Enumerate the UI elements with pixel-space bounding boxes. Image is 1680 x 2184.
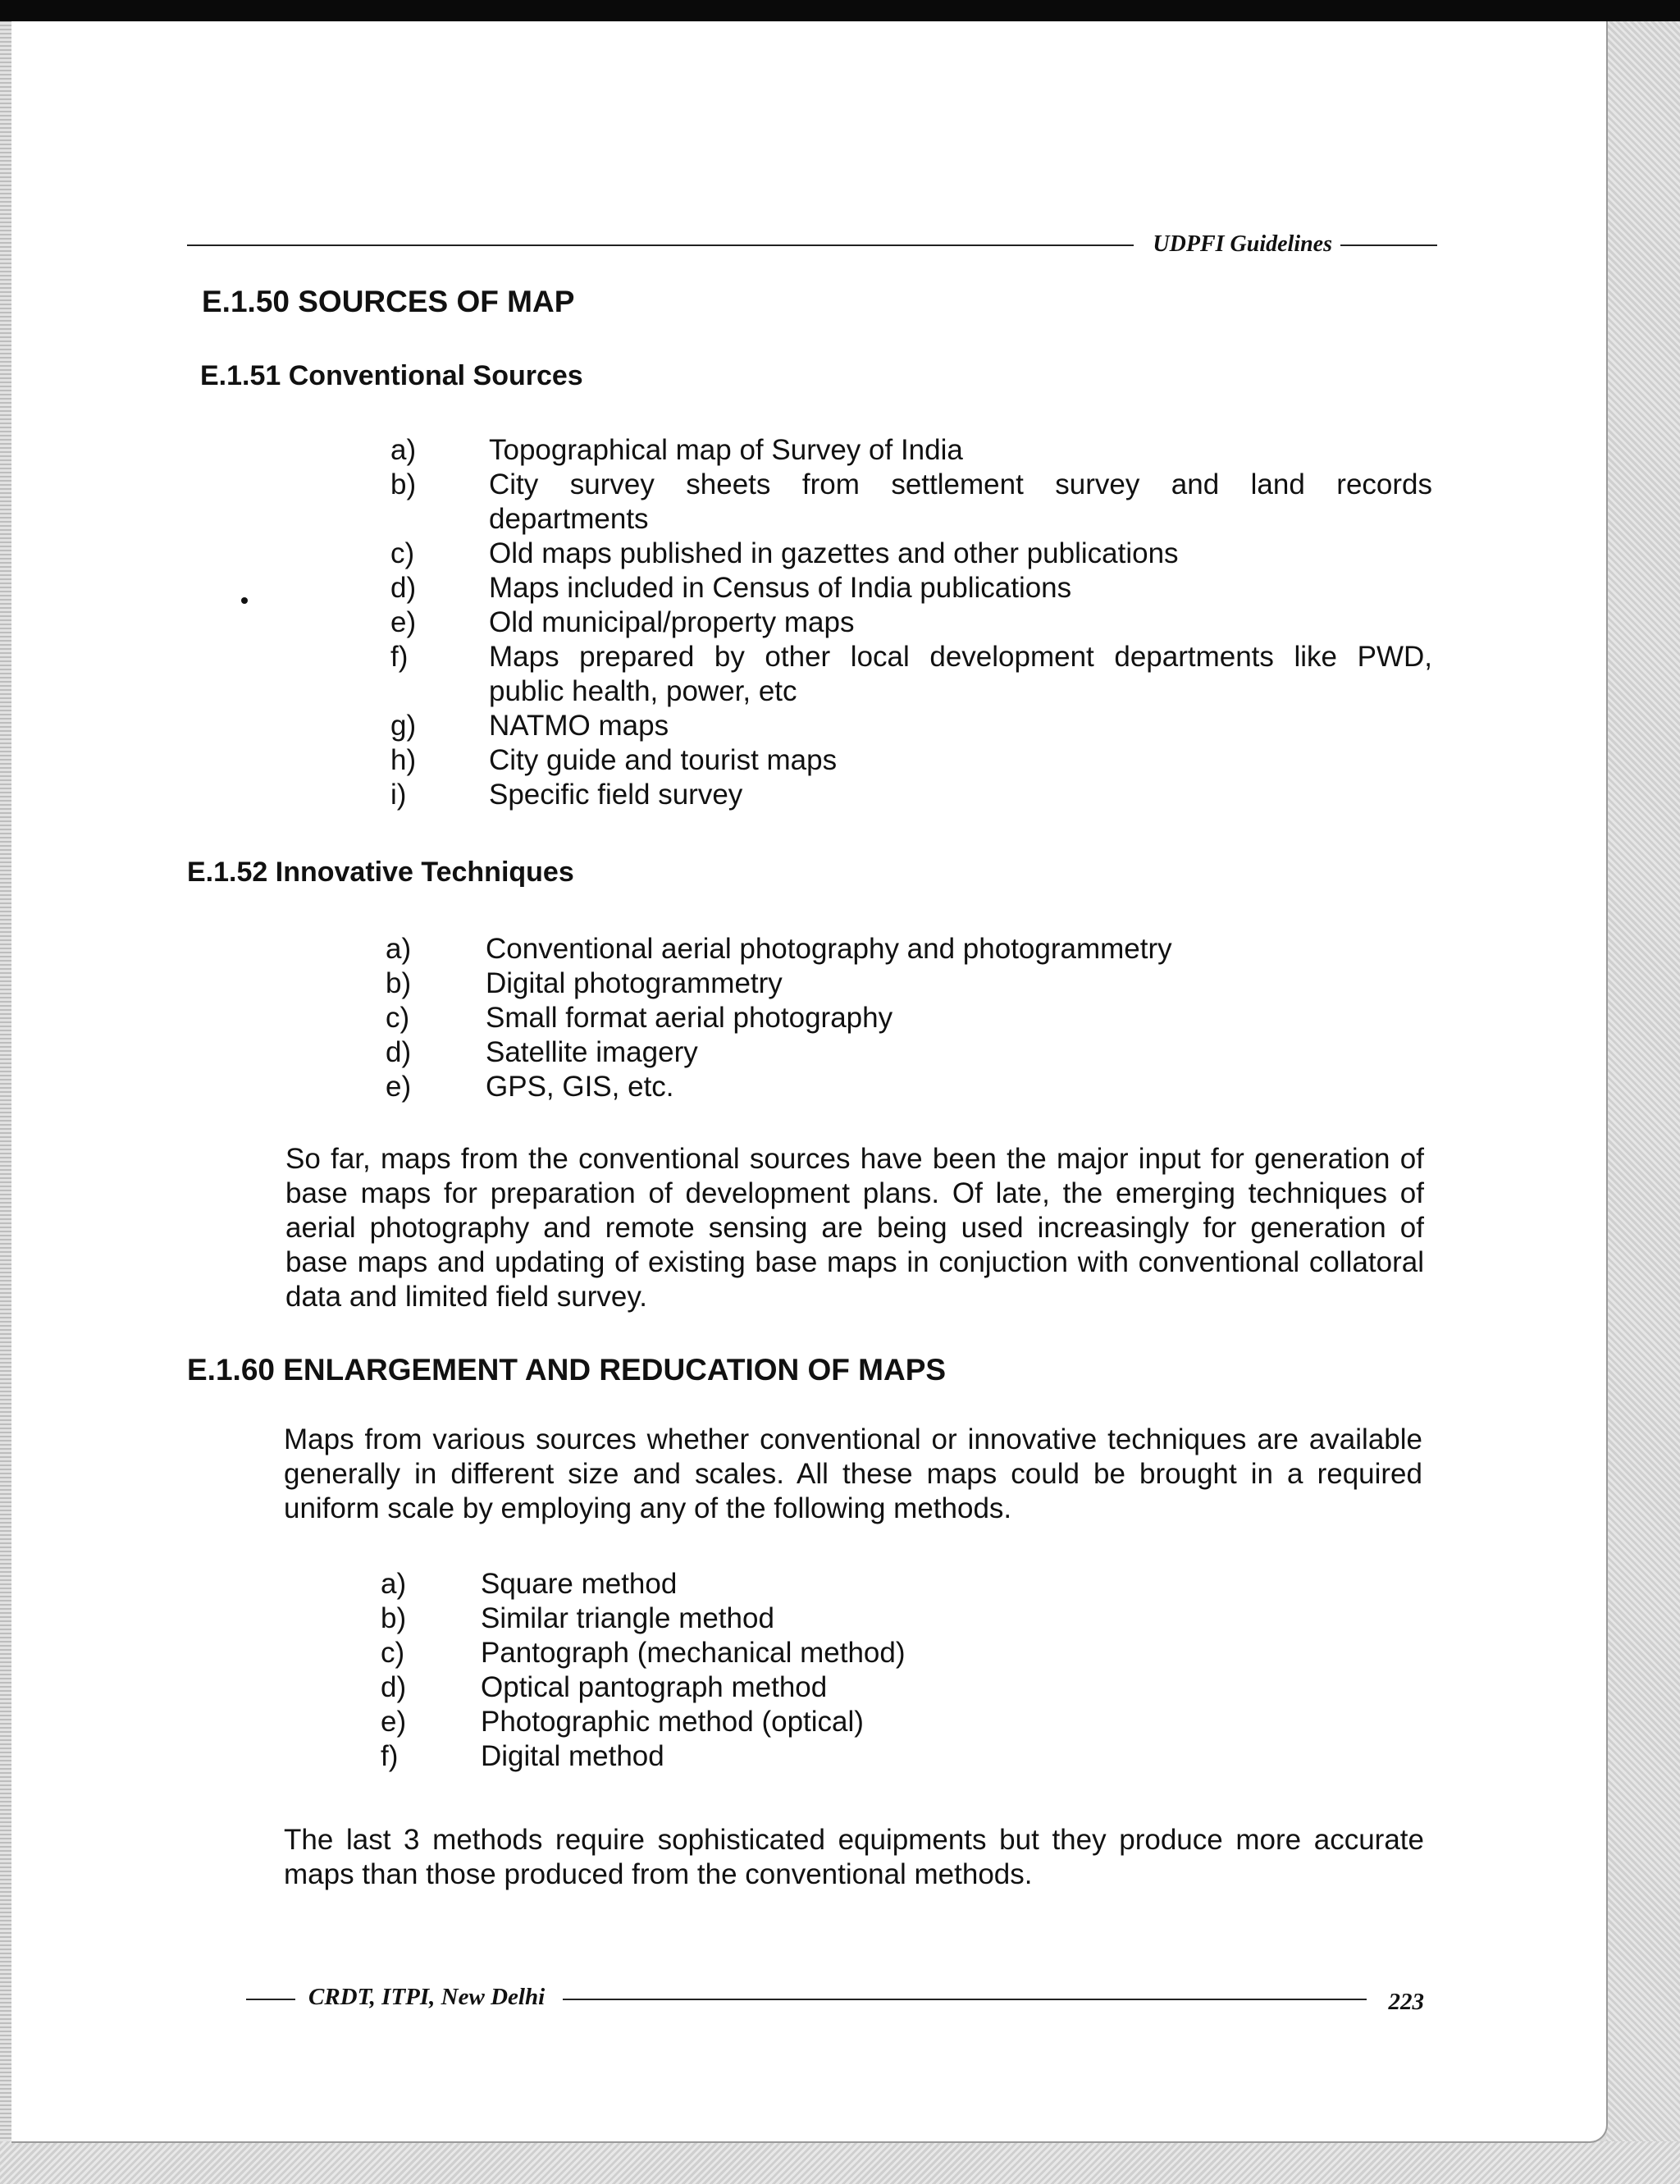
header-rule-end xyxy=(1340,244,1437,246)
list-item-text: Optical pantograph method xyxy=(481,1671,828,1703)
heading-e152: E.1.52 Innovative Techniques xyxy=(187,857,574,888)
list-item xyxy=(390,571,1432,605)
heading-e151: E.1.51 Conventional Sources xyxy=(200,360,583,391)
list-item-marker: c) xyxy=(386,1002,410,1034)
list-item-text: Maps prepared by other local development departments like PWD, xyxy=(489,641,1432,673)
list-item-marker: b) xyxy=(386,967,412,999)
list-item-marker: g) xyxy=(390,710,417,742)
list-item-marker: f) xyxy=(381,1740,399,1772)
list-item-marker: e) xyxy=(386,1071,412,1103)
list-item xyxy=(381,1670,1422,1705)
list-item-marker: e) xyxy=(390,606,417,638)
scan-speck xyxy=(241,597,248,604)
list-item xyxy=(386,966,1427,1001)
list-item-text: Photographic method (optical) xyxy=(481,1706,864,1738)
header-title: UDPFI Guidelines xyxy=(1153,231,1332,257)
conventional-sources-list xyxy=(390,433,1432,812)
list-item-marker: d) xyxy=(381,1671,407,1703)
list-item-text: Digital method xyxy=(481,1740,664,1772)
running-footer xyxy=(246,1982,1424,2015)
list-item-marker: b) xyxy=(381,1602,407,1634)
list-item-text: Pantograph (mechanical method) xyxy=(481,1637,906,1669)
list-item xyxy=(386,1001,1427,1035)
scan-right-edge xyxy=(1606,21,1680,2184)
scan-top-border xyxy=(0,0,1680,21)
list-item-text: Old maps published in gazettes and other publications xyxy=(489,537,1179,569)
list-item-marker: d) xyxy=(386,1036,412,1068)
list-item xyxy=(390,778,1432,812)
list-item-text: NATMO maps xyxy=(489,710,669,742)
list-item-text: public health, power, etc xyxy=(489,675,797,707)
innovative-techniques-list xyxy=(386,932,1427,1104)
paragraph-sources-summary: So far, maps from the conventional sources have been the major input for generation of base maps for preparation of development plans. Of late, the emerging techniques of aerial photography and remote sensing are being used increasingly for generation of base maps and updating of existing base maps in conjuction with conventional collatoral data and limited field survey. xyxy=(285,1143,1424,1313)
heading-e160: E.1.60 ENLARGEMENT AND REDUCATION OF MAPS xyxy=(187,1353,947,1387)
list-item xyxy=(381,1567,1422,1601)
list-item-text: Conventional aerial photography and photogrammetry xyxy=(486,933,1172,965)
page-number: 223 xyxy=(1388,1989,1424,2015)
running-header xyxy=(187,233,1437,256)
list-item-text: Topographical map of Survey of India xyxy=(489,434,963,466)
list-item-text: Old municipal/property maps xyxy=(489,606,855,638)
list-item-text: departments xyxy=(489,503,649,535)
list-item-marker: i) xyxy=(390,779,407,811)
footer-rule xyxy=(563,1999,1367,2000)
list-item-text: City guide and tourist maps xyxy=(489,744,838,776)
list-item xyxy=(381,1601,1422,1636)
list-item xyxy=(390,537,1432,571)
footer-publisher: CRDT, ITPI, New Delhi xyxy=(308,1984,546,2010)
list-item-text: Digital photogrammetry xyxy=(486,967,783,999)
list-item xyxy=(390,468,1432,537)
list-item-text: Similar triangle method xyxy=(481,1602,774,1634)
list-item-text: Specific field survey xyxy=(489,779,743,811)
list-item-text: Small format aerial photography xyxy=(486,1002,893,1034)
list-item-marker: d) xyxy=(390,572,417,604)
list-item-marker: a) xyxy=(386,933,412,965)
scan-bottom-edge xyxy=(0,2141,1680,2184)
list-item-marker: a) xyxy=(381,1568,407,1600)
list-item-marker: b) xyxy=(390,468,417,500)
list-item xyxy=(390,605,1432,640)
list-item xyxy=(390,433,1432,468)
list-item xyxy=(390,709,1432,743)
paragraph-closing: The last 3 methods require sophisticated equipments but they produce more accurate maps than those produced from the conventional methods. xyxy=(284,1824,1424,1890)
list-item-text: Maps included in Census of India publications xyxy=(489,572,1072,604)
list-item-marker: e) xyxy=(381,1706,407,1738)
list-item-marker: c) xyxy=(381,1637,405,1669)
header-rule xyxy=(187,244,1134,246)
list-item-marker: f) xyxy=(390,641,409,673)
list-item xyxy=(386,932,1427,966)
scan-left-edge xyxy=(0,21,11,2184)
list-item xyxy=(381,1705,1422,1739)
list-item-marker: c) xyxy=(390,537,415,569)
heading-e150: E.1.50 SOURCES OF MAP xyxy=(202,285,575,318)
list-item xyxy=(386,1070,1427,1104)
list-item xyxy=(381,1739,1422,1774)
list-item-marker: h) xyxy=(390,744,417,776)
list-item xyxy=(386,1035,1427,1070)
list-item-text: Square method xyxy=(481,1568,678,1600)
list-item xyxy=(390,743,1432,778)
list-item-text: GPS, GIS, etc. xyxy=(486,1071,674,1103)
enlargement-methods-list xyxy=(381,1567,1422,1774)
list-item xyxy=(390,640,1432,709)
list-item-text: Satellite imagery xyxy=(486,1036,698,1068)
list-item-text: City survey sheets from settlement survey and land records xyxy=(489,468,1432,500)
paragraph-enlargement-intro: Maps from various sources whether conventional or innovative techniques are available generally in different size and scales. All these maps could be brought in a required uniform scale by employing any of the following methods. xyxy=(284,1423,1422,1524)
list-item-marker: a) xyxy=(390,434,417,466)
footer-lead-rule xyxy=(246,1999,295,2000)
list-item xyxy=(381,1636,1422,1670)
